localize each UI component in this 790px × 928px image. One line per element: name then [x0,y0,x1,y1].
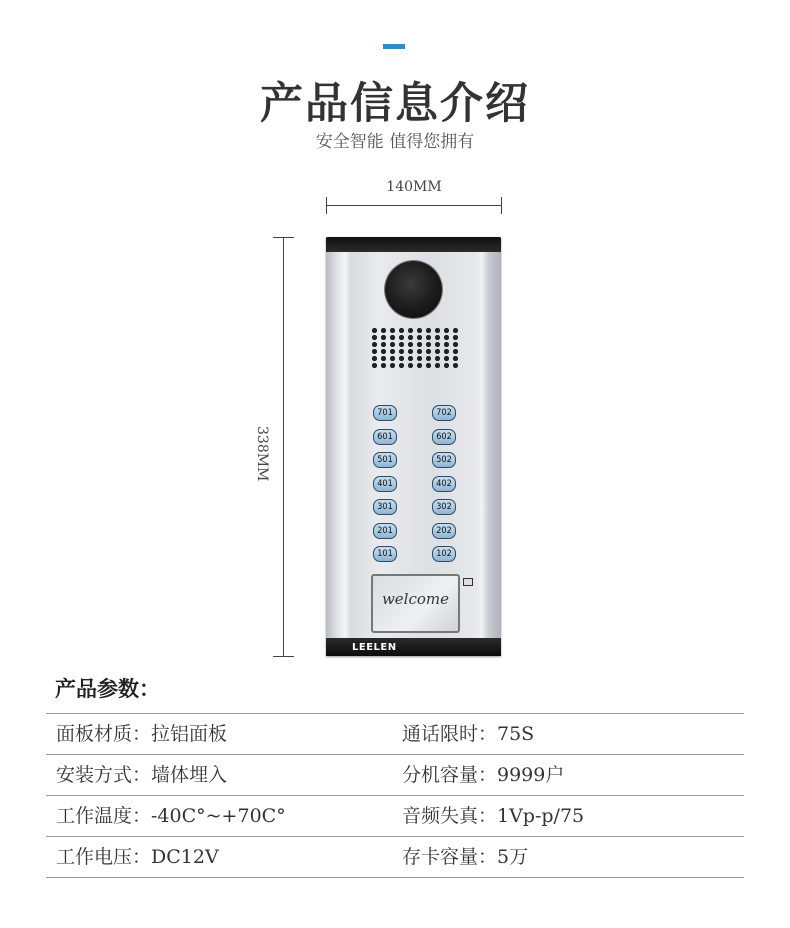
width-dimension-label: 140MM [386,179,442,195]
width-dimension-line [326,205,502,206]
room-call-button: 401 [373,476,397,492]
intercom-panel-image [326,237,501,656]
spec-row [46,795,744,836]
page-subtitle: 安全智能 值得您拥有 [315,132,475,152]
room-call-button: 102 [432,546,456,562]
spec-cell: 分机容量：9999户 [402,764,565,786]
spec-cell: 音频失真：1Vp-p/75 [402,805,585,827]
height-dimension-tick-bottom [273,656,294,657]
room-call-button: 202 [432,523,456,539]
spec-row [46,836,744,878]
welcome-label: welcome [381,590,450,608]
card-reader-icon [463,578,473,586]
spec-cell: 工作温度：-40C°~+70C° [56,805,286,827]
room-call-button: 301 [373,499,397,515]
spec-row [46,754,744,795]
room-call-button: 402 [432,476,456,492]
camera-lens-icon [385,261,442,318]
spec-cell: 通话限时：75S [402,723,535,745]
room-call-button: 701 [373,405,397,421]
room-call-button: 601 [373,429,397,445]
brand-logo: LEELEN [352,642,397,653]
card-reader-window [371,574,460,633]
panel-bottom-cap [326,638,501,656]
spec-cell: 存卡容量：5万 [402,846,529,868]
specs-table [46,713,744,878]
speaker-grille [370,327,460,369]
page-title: 产品信息介绍 [260,79,530,129]
room-call-button: 201 [373,523,397,539]
height-dimension-label: 338MM [254,426,270,482]
panel-top-cap [326,237,501,252]
height-dimension-tick-top [273,237,294,238]
width-dimension-tick-right [501,197,502,214]
width-dimension-tick-left [326,197,327,214]
spec-cell: 面板材质：拉铝面板 [56,723,228,745]
spec-row [46,713,744,754]
specs-heading: 产品参数： [55,677,160,701]
room-call-button: 501 [373,452,397,468]
room-call-button: 702 [432,405,456,421]
room-call-button: 302 [432,499,456,515]
height-dimension-line [283,237,284,656]
title-accent-bar [383,44,405,49]
room-call-button: 502 [432,452,456,468]
spec-cell: 工作电压：DC12V [56,846,219,868]
room-call-button: 101 [373,546,397,562]
spec-cell: 安装方式：墙体埋入 [56,764,228,786]
room-call-button: 602 [432,429,456,445]
